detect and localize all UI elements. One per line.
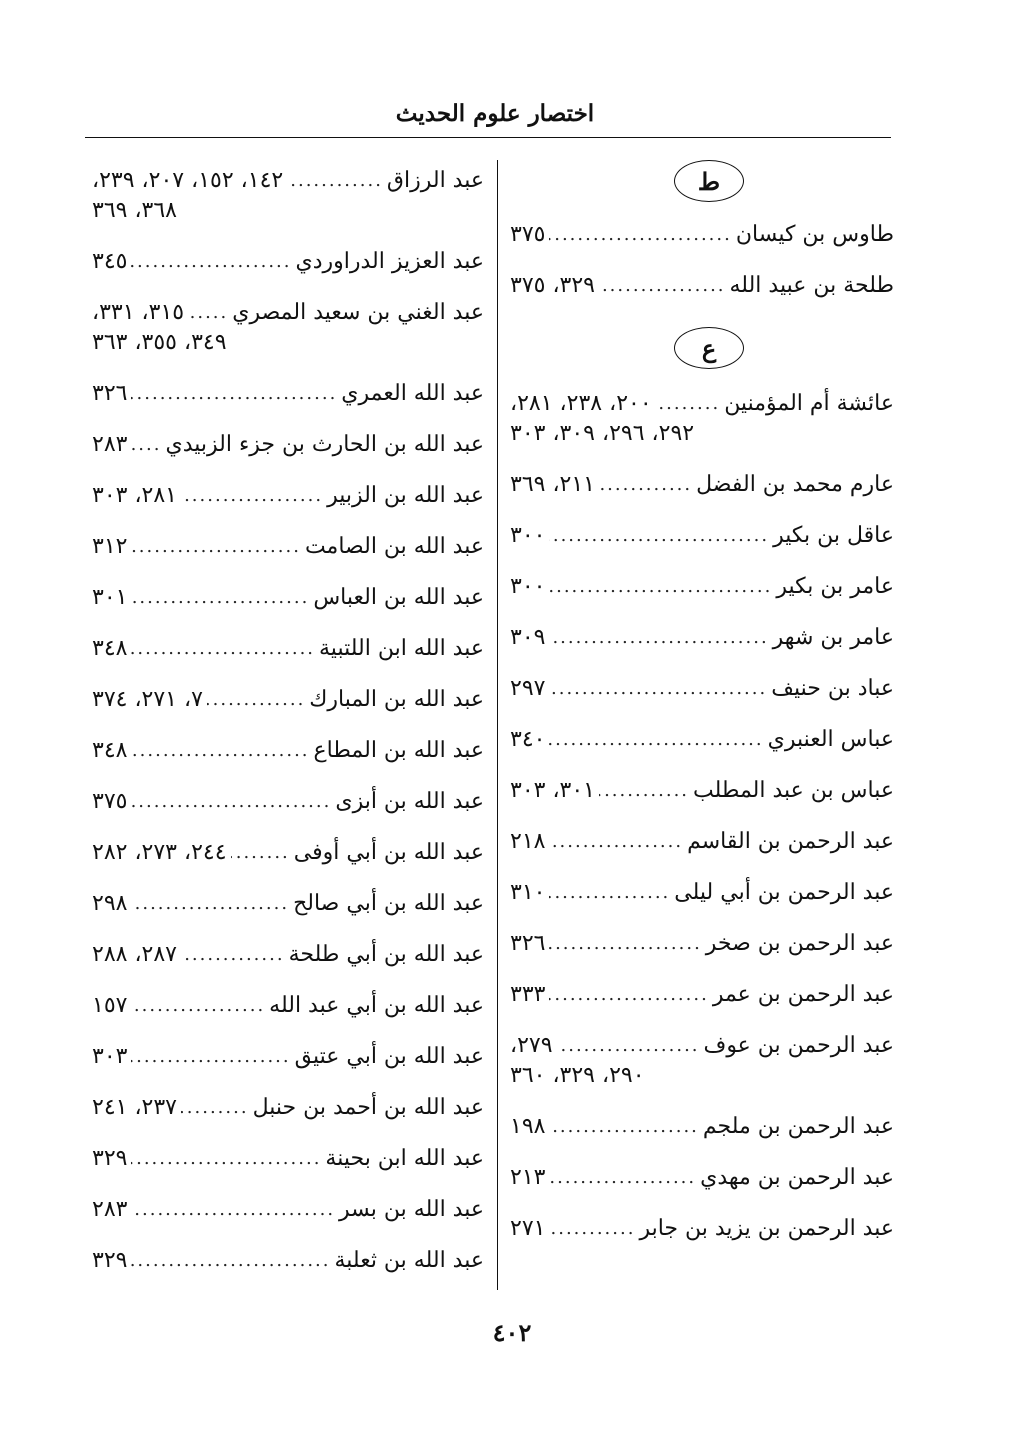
entry-leader-dots [181, 481, 323, 511]
index-entry [92, 1042, 484, 1072]
index-entry [92, 1093, 484, 1123]
entry-pages: ٣٢٦ [510, 931, 546, 956]
entry-pages: ٣٤٥ [92, 249, 128, 274]
entry-name: عبد الرحمن بن مهدي [700, 1165, 894, 1190]
entry-name: عبد الله بن المطاع [313, 738, 484, 763]
index-entry [92, 1195, 484, 1225]
entry-pages-continued: ٢٩٠، ٣٢٩، ٣٦٠ [510, 1063, 645, 1088]
page-number: ٤٠٢ [492, 1318, 532, 1347]
entry-pages: ٣٠١ [92, 585, 128, 610]
entry-leader-dots [656, 389, 721, 419]
index-entry [510, 521, 894, 551]
entry-name: عباد بن حنيف [771, 676, 894, 701]
entry-name: طلحة بن عبيد الله [729, 273, 894, 298]
entry-name: عامر بن بكير [776, 574, 894, 599]
entry-leader-dots [549, 725, 763, 755]
entry-name: عبد الله بن أحمد بن حنبل [252, 1095, 484, 1120]
index-entry [510, 878, 894, 908]
index-entry [510, 674, 894, 704]
index-entry [510, 271, 894, 301]
index-entry [510, 776, 894, 806]
entry-leader-dots [181, 1093, 249, 1123]
index-entry [510, 572, 894, 602]
entry-leader-dots [549, 1163, 696, 1193]
entry-pages: ١٥٧ [92, 993, 128, 1018]
entry-name: عبد الله ابن بحينة [325, 1146, 484, 1171]
entry-name: عبد الرحمن بن عوف [703, 1033, 894, 1058]
entry-name: عبد العزيز الدراوردي [295, 249, 484, 274]
entry-name: عبد الله بن العباس [313, 585, 484, 610]
index-entry [92, 532, 484, 562]
entry-leader-dots [131, 430, 161, 460]
entry-pages: ٢٧١ [510, 1216, 546, 1241]
index-entry [510, 929, 894, 959]
entry-name: عبد الله بن أبي عتيق [294, 1044, 484, 1069]
entry-leader-dots [599, 470, 692, 500]
entry-name: عبد الله العمري [341, 381, 484, 406]
entry-leader-dots [181, 940, 285, 970]
entry-pages: ٢٨١، ٣٠٣ [92, 483, 177, 508]
entry-pages: ٢١٣ [510, 1165, 546, 1190]
entry-pages: ٣٢٩ [92, 1146, 128, 1171]
entry-leader-dots [207, 685, 305, 715]
entry-leader-dots [549, 220, 731, 250]
index-entry [92, 247, 484, 277]
entry-leader-dots [549, 1214, 635, 1244]
right-column [510, 160, 894, 1265]
entry-leader-dots [549, 878, 670, 908]
entry-pages: ٣٧٥ [92, 789, 128, 814]
entry-pages: ١٩٨ [510, 1114, 546, 1139]
entry-pages: ٢٩٨ [92, 891, 128, 916]
entry-leader-dots [549, 1112, 698, 1142]
entry-name: عبد الله بن أبي صالح [293, 891, 484, 916]
entry-leader-dots [131, 889, 289, 919]
entry-name: عبد الرحمن بن صخر [705, 931, 894, 956]
entry-leader-dots [131, 1246, 330, 1276]
index-entry [92, 634, 484, 664]
entry-leader-dots [599, 271, 726, 301]
index-entry [92, 838, 484, 868]
entry-name: عبد الرزاق [386, 168, 484, 193]
entry-leader-dots [131, 1144, 321, 1174]
index-entry [510, 389, 894, 449]
index-entry [92, 736, 484, 766]
entry-pages: ٢٨٣ [92, 432, 128, 457]
entry-name: عبد الله بن أبي عبد الله [269, 993, 484, 1018]
index-entry [92, 940, 484, 970]
entry-leader-dots [549, 980, 708, 1010]
header-rule [85, 137, 891, 138]
entry-pages: ٢٠٠، ٢٣٨، ٢٨١، [510, 391, 652, 416]
entry-pages: ٢٨٧، ٢٨٨ [92, 942, 177, 967]
entry-pages: ٣١٠ [510, 880, 546, 905]
entry-name: عبد الغني بن سعيد المصري [232, 300, 484, 325]
entry-leader-dots [131, 247, 291, 277]
entry-name: عباس بن عبد المطلب [693, 778, 894, 803]
entry-name: عبد الله بن أبي طلحة [288, 942, 484, 967]
entry-pages: ٣٤٠ [510, 727, 546, 752]
entry-leader-dots [131, 991, 265, 1021]
entry-pages: ٣١٥، ٣٣١، [92, 300, 185, 325]
section-letter-badge: ط [674, 160, 744, 202]
index-entry [510, 623, 894, 653]
index-entry [92, 583, 484, 613]
entry-pages: ٣٤٨ [92, 636, 128, 661]
entry-name: عباس العنبري [767, 727, 894, 752]
index-entry [510, 980, 894, 1010]
entry-leader-dots [131, 1195, 335, 1225]
entry-pages: ٣٠٠ [510, 574, 546, 599]
entry-pages: ٣٠٩ [510, 625, 546, 650]
index-entry [92, 1246, 484, 1276]
entry-name: عبد الرحمن بن يزيد بن جابر [639, 1216, 894, 1241]
index-entry [92, 481, 484, 511]
entry-leader-dots [131, 583, 309, 613]
entry-pages: ٣٣٣ [510, 982, 546, 1007]
entry-pages-continued: ٢٩٢، ٢٩٦، ٣٠٩، ٣٠٣ [510, 421, 695, 446]
entry-leader-dots [188, 298, 228, 328]
entry-name: عبد الله بن بسر [339, 1197, 484, 1222]
entry-name: عبد الله بن الحارث بن جزء الزبيدي [165, 432, 484, 457]
entry-pages: ٢١١، ٣٦٩ [510, 472, 595, 497]
index-entry [510, 1214, 894, 1244]
entry-leader-dots [557, 1031, 700, 1061]
index-entry [92, 1144, 484, 1174]
entry-pages: ٧، ٢٧١، ٣٧٤ [92, 687, 203, 712]
entry-pages: ٢٩٧ [510, 676, 546, 701]
entry-leader-dots [131, 1042, 290, 1072]
entry-leader-dots [549, 572, 772, 602]
entry-name: طاوس بن كيسان [735, 222, 894, 247]
index-entry [92, 430, 484, 460]
entry-pages: ١٤٢، ١٥٢، ٢٠٧، ٢٣٩، [92, 168, 284, 193]
index-entry [510, 1031, 894, 1091]
entry-leader-dots [231, 838, 290, 868]
entry-pages: ٣٢٩، ٣٧٥ [510, 273, 595, 298]
index-entry [92, 889, 484, 919]
index-entry [92, 787, 484, 817]
index-entry [510, 1163, 894, 1193]
index-entry [92, 991, 484, 1021]
entry-leader-dots [599, 776, 689, 806]
entry-pages: ٣٢٦ [92, 381, 128, 406]
entry-pages: ٣١٢ [92, 534, 128, 559]
entry-leader-dots [131, 634, 315, 664]
index-entry [510, 725, 894, 755]
entry-pages: ٣٠١، ٣٠٣ [510, 778, 595, 803]
index-entry [92, 298, 484, 358]
entry-name: عبد الله بن أبزى [335, 789, 484, 814]
entry-leader-dots [287, 166, 383, 196]
entry-leader-dots [131, 787, 331, 817]
entry-leader-dots [131, 532, 301, 562]
entry-pages: ٢٧٩، [510, 1033, 553, 1058]
entry-pages: ٢٤٤، ٢٧٣، ٢٨٢ [92, 840, 227, 865]
entry-name: عاقل بن بكير [773, 523, 894, 548]
entry-leader-dots [131, 736, 309, 766]
index-entry [510, 470, 894, 500]
entry-name: عارم محمد بن الفضل [696, 472, 894, 497]
entry-leader-dots [549, 521, 769, 551]
page-header: اختصار علوم الحديث [395, 100, 595, 127]
entry-name: عائشة أم المؤمنين [724, 391, 894, 416]
entry-name: عبد الله بن الصامت [304, 534, 484, 559]
column-divider [497, 160, 498, 1290]
entry-name: عبد الله بن الزبير [327, 483, 484, 508]
entry-name: عبد الله ابن اللتبية [319, 636, 484, 661]
entry-name: عبد الرحمن بن أبي ليلى [674, 880, 894, 905]
entry-leader-dots [549, 929, 701, 959]
entry-pages: ٢٨٣ [92, 1197, 128, 1222]
entry-leader-dots [549, 827, 683, 857]
index-entry [510, 827, 894, 857]
index-entry [92, 379, 484, 409]
entry-pages: ٢٣٧، ٢٤١ [92, 1095, 177, 1120]
entry-name: عبد الله بن المبارك [309, 687, 484, 712]
entry-name: عبد الرحمن بن القاسم [687, 829, 894, 854]
entry-leader-dots [131, 379, 337, 409]
entry-name: عبد الله بن أبي أوفى [293, 840, 484, 865]
entry-leader-dots [549, 674, 767, 704]
entry-name: عامر بن شهر [772, 625, 894, 650]
entry-name: عبد الله بن ثعلبة [334, 1248, 484, 1273]
left-column [92, 166, 484, 1297]
entry-pages: ٣٧٥ [510, 222, 546, 247]
entry-pages-continued: ٣٤٩، ٣٥٥، ٣٦٣ [92, 330, 227, 355]
entry-leader-dots [549, 623, 768, 653]
index-entry [510, 1112, 894, 1142]
entry-name: عبد الرحمن بن عمر [712, 982, 894, 1007]
section-letter-badge: ع [674, 327, 744, 369]
entry-pages-continued: ٣٦٨، ٣٦٩ [92, 198, 177, 223]
entry-pages: ٢١٨ [510, 829, 546, 854]
index-entry [92, 685, 484, 715]
entry-pages: ٣٤٨ [92, 738, 128, 763]
entry-pages: ٣٠٠ [510, 523, 546, 548]
entry-name: عبد الرحمن بن ملجم [702, 1114, 894, 1139]
index-entry [92, 166, 484, 226]
entry-pages: ٣٢٩ [92, 1248, 128, 1273]
index-entry [510, 220, 894, 250]
entry-pages: ٣٠٣ [92, 1044, 128, 1069]
